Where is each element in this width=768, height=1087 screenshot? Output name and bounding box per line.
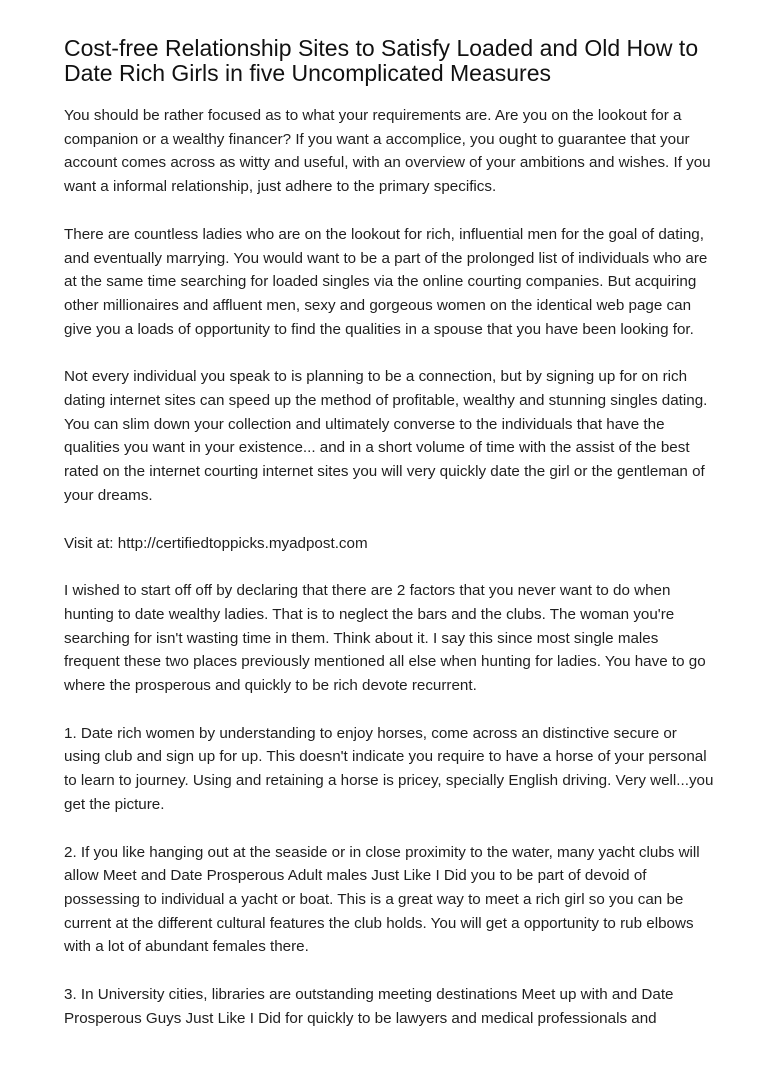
paragraph-countless-ladies: There are countless ladies who are on the lookout for rich, influential men for the goal of dating, and eventually marrying. You would want to be a part of the prolonged list of individuals who are at the same time searching for loaded singles via the online courting companies. But acquiring other millionaires and affluent men, sexy and gorgeous women on the identical web page can give you a loads of opportunity to find the qualities in a spouse that you have been looking for.	[64, 225, 708, 338]
paragraph-step-2: 2. If you like hanging out at the seaside or in close proximity to the water, many yacht clubs will allow Meet and Date Prosperous Adult males Just Like I Did you to be part of devoid of possessing to individual a yacht or boat. This is a great way to meet a rich girl so you can be current at the different cultural features the club holds. You will get a opportunity to rub elbows with a lot of abundant females there.	[64, 843, 700, 956]
paragraph-intro: You should be rather focused as to what your requirements are. Are you on the lookout for a companion or a wealthy financer? If you want a accomplice, you ought to guarantee that your account comes across as witty and useful, with an overview of your ambitions and wishes. If you want a informal relationship, just adhere to the primary specifics.	[64, 107, 711, 196]
paragraph-step-3: 3. In University cities, libraries are outstanding meeting destinations Meet up with and Date Prosperous Guys Just Like I Did for quickly to be lawyers and medical professionals and	[64, 986, 674, 1027]
document-page	[64, 36, 714, 1055]
paragraph-not-every-individual: Not every individual you speak to is planning to be a connection, but by signing up for on rich dating internet sites can speed up the method of profitable, wealthy and stunning singles dating. You can slim down your collection and ultimately converse to the individuals that have the qualities you want in your existence... and in a short volume of time with the assist of the best rated on the internet courting internet sites you will very quickly date the girl or the gentleman of your dreams.	[64, 368, 708, 504]
paragraph-visit-link: Visit at: http://certifiedtoppicks.myadpost.com	[64, 534, 368, 552]
paragraph-step-1: 1. Date rich women by understanding to enjoy horses, come across an distinctive secure or using club and sign up for up. This doesn't indicate you require to have a horse of your personal to learn to journey. Using and retaining a horse is pricey, specially English driving. Very well...you get the picture.	[64, 724, 714, 813]
paragraph-two-factors: I wished to start off off by declaring that there are 2 factors that you never want to do when hunting to date wealthy ladies. That is to neglect the bars and the clubs. The woman you're searching for isn't wasting time in them. Think about it. I say this since most single males frequent these two places previously mentioned all else when hunting for ladies. You have to go where the prosperous and quickly to be rich devote recurrent.	[64, 582, 706, 695]
document-title: Cost-free Relationship Sites to Satisfy Loaded and Old How to Date Rich Girls in five Uncomplicated Measures	[64, 35, 699, 86]
